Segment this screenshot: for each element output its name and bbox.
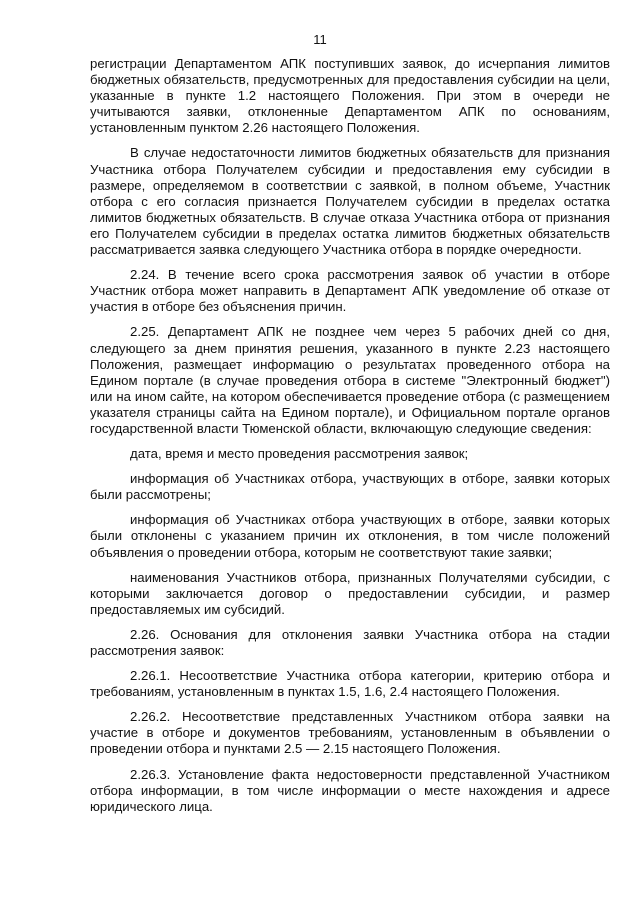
paragraph-insufficient-limits: В случае недостаточности лимитов бюджетных обязательств для признания Участника отбора Получателем субсидии и предоставления ему субсидии в размере, определяемом в соответствии с заявкой, в полном объеме, Участник отбора с его согласия признается Получателем субсидии в пределах остатка лимитов бюджетных обязательств. В случае отказа Участника отбора от признания его Получателем субсидии в пределах остатка лимитов бюджетных обязательств рассматривается заявка следующего Участника отбора в порядке очередности. [90, 145, 610, 258]
paragraph-2-26: 2.26. Основания для отклонения заявки Участника отбора на стадии рассмотрения заявок: [90, 626, 610, 658]
paragraph-2-24: 2.24. В течение всего срока рассмотрения заявок об участии в отборе Участник отбора может направить в Департамент АПК уведомление об отказе от участия в отборе без объяснения причин. [90, 267, 610, 315]
paragraph-2-25: 2.25. Департамент АПК не позднее чем через 5 рабочих дней со дня, следующего за днем принятия решения, указанного в пункте 2.23 настоящего Положения, размещает информацию о результатах проведенного отбора на Едином портале (в случае проведения отбора в системе "Электронный бюджет") или на ином сайте, на котором обеспечивается проведение отбора (с размещением указателя страницы сайта на Едином портале), и Официальном портале органов государственной власти Тюменской области, включающую следующие сведения: [90, 324, 610, 436]
page-number: 11 [313, 32, 327, 47]
paragraph-2-26-1: 2.26.1. Несоответствие Участника отбора категории, критерию отбора и требованиям, установленным в пунктах 1.5, 1.6, 2.4 настоящего Положения. [90, 668, 610, 700]
paragraph-2-26-2: 2.26.2. Несоответствие представленных Участником отбора заявки на участие в отборе и документов требованиям, установленным в объявлении о проведении отбора и пунктами 2.5 — 2.15 настоящего Положения. [90, 709, 610, 757]
document-body [90, 56, 610, 824]
list-item-reviewed-participants: информация об Участниках отбора, участвующих в отборе, заявки которых были рассмотрены; [90, 471, 610, 503]
list-item-recipients: наименования Участников отбора, признанных Получателями субсидии, с которыми заключается договор о предоставлении субсидии, и размер предоставляемых им субсидий. [90, 569, 610, 617]
list-item-rejected-participants: информация об Участниках отбора участвующих в отборе, заявки которых были отклонены с указанием причин их отклонения, в том числе положений объявления о проведении отбора, которым не соответствуют такие заявки; [90, 512, 610, 560]
paragraph-continuation: регистрации Департаментом АПК поступивших заявок, до исчерпания лимитов бюджетных обязательств, предусмотренных для предоставления субсидии на цели, указанные в пункте 1.2 настоящего Положения. При этом в очереди не учитываются заявки, отклоненные Департаментом АПК по основаниям, установленным пунктом 2.26 настоящего Положения. [90, 56, 610, 136]
list-item-date-time-place: дата, время и место проведения рассмотрения заявок; [130, 446, 469, 462]
paragraph-2-26-3: 2.26.3. Установление факта недостоверности представленной Участником отбора информации, в том числе информации о месте нахождения и адресе юридического лица. [90, 766, 610, 814]
